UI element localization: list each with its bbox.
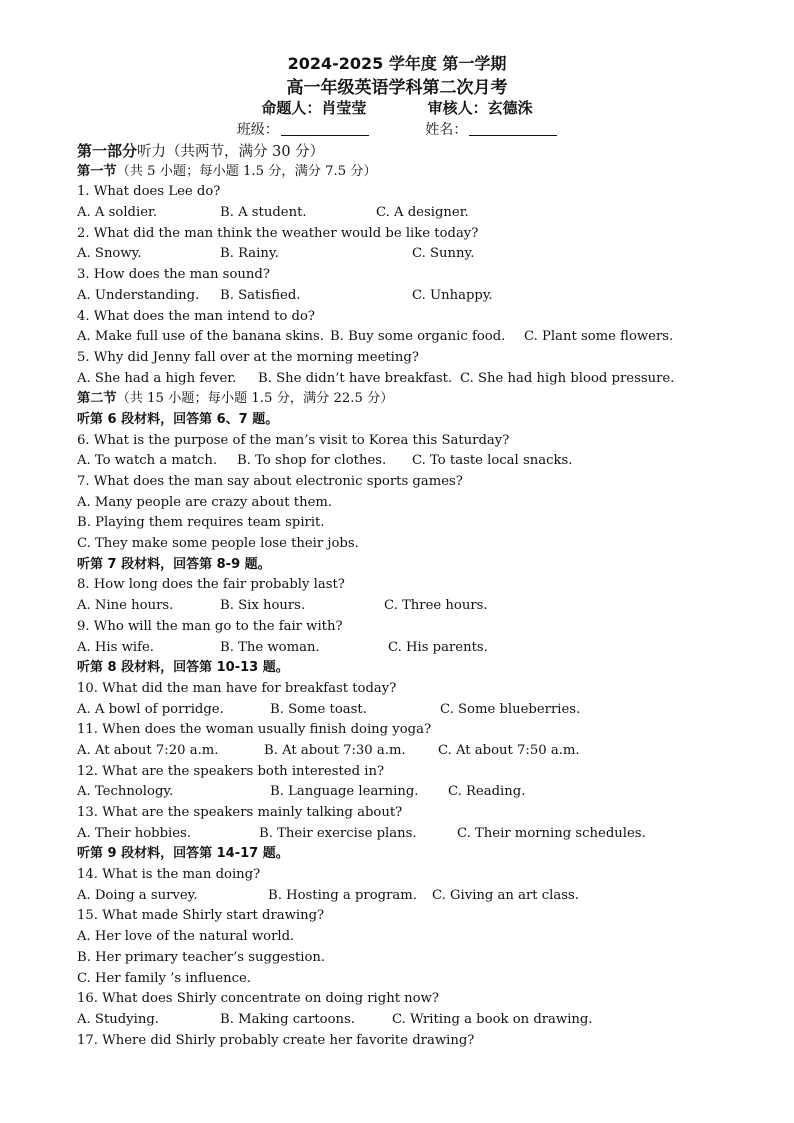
option-c: C. Some blueberries. <box>440 701 581 717</box>
option-c: C. Three hours. <box>384 598 488 614</box>
option-row <box>77 824 717 845</box>
part-desc: 听力（共两节，满分 30 分） <box>137 144 325 160</box>
option-a: A. Snowy. <box>77 246 142 262</box>
byline <box>0 98 794 118</box>
option-b: B. To shop for clothes. <box>237 453 387 469</box>
option-c: C. Sunny. <box>412 246 475 262</box>
option-a: A. Make full use of the banana skins. <box>77 329 324 345</box>
option-b: B. Playing them requires team spirit. <box>77 515 325 531</box>
option-a: A. A bowl of porridge. <box>77 701 224 717</box>
section-heading <box>77 389 717 410</box>
option-b: B. Rainy. <box>220 246 279 262</box>
option-row <box>77 327 717 348</box>
option-b: B. Her primary teacher’s suggestion. <box>77 949 326 965</box>
option-row <box>77 886 717 907</box>
option-c: C. Plant some flowers. <box>524 329 674 345</box>
option-a: A. She had a high fever. <box>77 370 237 386</box>
question-stem: 1. What does Lee do? <box>77 184 221 200</box>
option-a: A. Doing a survey. <box>77 887 198 903</box>
material-instruction: 听第 7 段材料，回答第 8-9 题。 <box>77 556 271 572</box>
option-a: A. Nine hours. <box>77 598 174 614</box>
student-info <box>0 120 794 140</box>
section-label: 第一节 <box>77 163 117 179</box>
option-a: A. To watch a match. <box>77 453 218 469</box>
exam-title-year: 2024-2025 学年度 第一学期 <box>287 54 507 73</box>
option-row <box>77 596 717 617</box>
section-desc: （共 5 小题；每小题 1.5 分，满分 7.5 分） <box>116 163 377 179</box>
option-b: B. Some toast. <box>270 701 367 717</box>
class-label: 班级： <box>236 122 279 138</box>
part-label: 第一部分 <box>77 142 138 160</box>
question-stem: 15. What made Shirly start drawing? <box>77 908 325 924</box>
option-row <box>77 782 717 803</box>
option-b: B. Their exercise plans. <box>259 825 417 841</box>
question-stem: 14. What is the man doing? <box>77 867 261 883</box>
option-c: C. Writing a book on drawing. <box>392 1011 593 1027</box>
option-row <box>77 700 717 721</box>
option-c: C. Reading. <box>448 784 526 800</box>
question-stem: 10. What did the man have for breakfast today? <box>77 680 397 696</box>
option-a: A. Studying. <box>77 1011 159 1027</box>
question-stem: 4. What does the man intend to do? <box>77 308 315 324</box>
question-stem: 3. How does the man sound? <box>77 267 270 283</box>
option-row <box>77 286 717 307</box>
question-stem: 16. What does Shirly concentrate on doing right now? <box>77 991 439 1007</box>
option-a: A. His wife. <box>77 639 154 655</box>
section-heading <box>77 162 717 183</box>
option-row <box>77 1010 717 1031</box>
section-label: 第二节 <box>77 391 117 407</box>
option-c: C. Her family ’s influence. <box>77 970 251 986</box>
option-b: B. Hosting a program. <box>268 887 417 903</box>
class-blank <box>281 121 369 136</box>
option-a: A. Technology. <box>77 784 174 800</box>
option-c: C. Giving an art class. <box>432 887 579 903</box>
option-b: B. Buy some organic food. <box>330 329 506 345</box>
option-c: C. They make some people lose their jobs. <box>77 536 359 552</box>
option-row <box>77 203 717 224</box>
option-c: C. She had high blood pressure. <box>460 370 675 386</box>
question-stem: 7. What does the man say about electronic sports games? <box>77 474 463 489</box>
section-desc: （共 15 小题；每小题 1.5 分，满分 22.5 分） <box>116 391 394 407</box>
option-row <box>77 451 717 472</box>
option-c: C. Unhappy. <box>412 287 493 303</box>
option-b: B. The woman. <box>220 639 320 655</box>
question-stem: 12. What are the speakers both interested in? <box>77 763 385 779</box>
option-b: B. Language learning. <box>270 784 419 800</box>
name-label: 姓名： <box>425 122 468 138</box>
name-blank <box>469 121 557 136</box>
material-instruction: 听第 8 段材料，回答第 10-13 题。 <box>77 660 289 676</box>
question-stem: 8. How long does the fair probably last? <box>77 577 345 593</box>
option-row <box>77 638 717 659</box>
option-b: B. She didn’t have breakfast. <box>258 370 453 386</box>
option-b: B. Satisfied. <box>220 287 301 303</box>
option-a: A. Her love of the natural world. <box>77 929 295 945</box>
question-stem: 9. Who will the man go to the fair with? <box>77 618 343 634</box>
option-a: A. At about 7:20 a.m. <box>77 742 219 758</box>
question-stem: 11. When does the woman usually finish doing yoga? <box>77 722 432 738</box>
option-b: B. Making cartoons. <box>220 1011 355 1027</box>
question-list <box>77 141 717 1051</box>
option-a: A. Understanding. <box>77 287 200 303</box>
option-row <box>77 369 717 390</box>
reviewer-label: 审核人：玄德洙 <box>427 99 533 117</box>
question-stem: 2. What did the man think the weather would be like today? <box>77 225 479 241</box>
option-c: C. At about 7:50 a.m. <box>438 742 580 758</box>
material-instruction: 听第 9 段材料，回答第 14-17 题。 <box>77 846 289 862</box>
author-label: 命题人：肖莹莹 <box>261 99 367 117</box>
question-stem: 13. What are the speakers mainly talking about? <box>77 805 403 820</box>
option-a: A. Many people are crazy about them. <box>77 494 333 510</box>
question-stem: 5. Why did Jenny fall over at the morning meeting? <box>77 349 419 365</box>
option-b: B. Six hours. <box>220 598 306 614</box>
option-b: B. A student. <box>220 205 307 221</box>
option-a: A. A soldier. <box>77 205 158 221</box>
option-row <box>77 244 717 265</box>
option-c: C. To taste local snacks. <box>412 453 573 469</box>
question-stem: 17. Where did Shirly probably create her favorite drawing? <box>77 1032 475 1048</box>
option-a: A. Their hobbies. <box>77 825 192 841</box>
option-c: C. Their morning schedules. <box>457 825 646 841</box>
option-row <box>77 741 717 762</box>
option-c: C. His parents. <box>388 639 488 655</box>
material-instruction: 听第 6 段材料，回答第 6、7 题。 <box>77 411 279 427</box>
part-heading <box>77 141 717 162</box>
option-c: C. A designer. <box>376 205 469 221</box>
question-stem: 6. What is the purpose of the man’s visit to Korea this Saturday? <box>77 432 510 448</box>
option-b: B. At about 7:30 a.m. <box>264 742 406 758</box>
exam-title-subject: 高一年级英语学科第二次月考 <box>286 78 508 98</box>
